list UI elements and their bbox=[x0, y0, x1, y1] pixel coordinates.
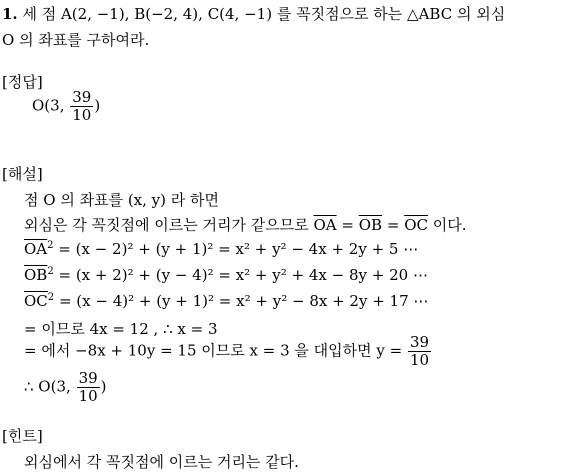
equals-sign: = bbox=[386, 216, 400, 234]
answer-prefix: O(3, bbox=[32, 96, 65, 115]
solution-line2-text: 외심은 각 꼭짓점에 이르는 거리가 같으므로 bbox=[24, 216, 309, 234]
y-frac-num: 39 bbox=[409, 333, 430, 351]
solution-line-1: 점 O 의 좌표를 (x, y) 라 하면 bbox=[24, 191, 220, 209]
problem-line-2: O 의 좌표를 구하여라. bbox=[2, 31, 150, 49]
equation-ob: = (x + 2)² + (y − 4)² = x² + y² + 4x − 8y + 20 ⋯ bbox=[58, 266, 428, 284]
segment-oc: $\overline{OC}$ bbox=[404, 216, 428, 234]
solution-line-2 bbox=[24, 214, 467, 235]
equation-oc: = (x − 4)² + (y + 1)² = x² + y² − 8x + 2y + 17 ⋯ bbox=[58, 292, 429, 310]
segment-oc: $\overline{OC}$ bbox=[24, 292, 48, 310]
solution-line-4 bbox=[24, 266, 428, 284]
problem-number: 1. bbox=[2, 5, 18, 23]
answer-suffix: ) bbox=[94, 96, 101, 115]
segment-oa: $\overline{OA}$ bbox=[24, 240, 48, 258]
solution-line7-text: = 에서 −8x + 10y = 15 이므로 x = 3 을 대입하면 y = bbox=[24, 341, 403, 360]
answer-frac-num: 39 bbox=[72, 88, 92, 106]
solution-line-5 bbox=[24, 292, 428, 310]
result-fraction bbox=[77, 370, 100, 405]
result-close-paren: ) bbox=[100, 377, 107, 396]
solution-line-7 bbox=[24, 334, 432, 369]
y-frac-den: 10 bbox=[409, 351, 430, 369]
square-exponent: 2 bbox=[47, 240, 54, 251]
square-exponent: 2 bbox=[47, 266, 54, 277]
solution-heading: [해설] bbox=[2, 165, 43, 183]
segment-ob: $\overline{OB}$ bbox=[358, 216, 383, 234]
hint-heading: [힌트] bbox=[2, 427, 43, 445]
therefore-text: ∴ O(3, bbox=[24, 377, 71, 396]
problem-line-1 bbox=[2, 3, 505, 24]
y-fraction bbox=[408, 334, 431, 369]
answer-frac-den: 10 bbox=[72, 106, 92, 124]
result-frac-num: 39 bbox=[78, 369, 98, 387]
solution-line2-end: 이다. bbox=[432, 216, 467, 234]
solution-line-8 bbox=[24, 370, 107, 405]
solution-line-3 bbox=[24, 240, 418, 258]
answer-heading: [정답] bbox=[2, 73, 43, 91]
answer-value bbox=[32, 89, 100, 124]
problem-text: 세 점 A(2, −1), B(−2, 4), C(4, −1) 를 꼭짓점으로 하는 △ABC 의 외심 bbox=[22, 5, 506, 23]
segment-oa: $\overline{OA}$ bbox=[313, 216, 337, 234]
hint-text: 외심에서 각 꼭짓점에 이르는 거리는 같다. bbox=[24, 453, 299, 471]
answer-fraction bbox=[70, 89, 93, 124]
square-exponent: 2 bbox=[47, 292, 55, 303]
equation-oa: = (x − 2)² + (y + 1)² = x² + y² − 4x + 2y + 5 ⋯ bbox=[58, 240, 419, 258]
result-frac-den: 10 bbox=[78, 387, 98, 405]
segment-ob: $\overline{OB}$ bbox=[24, 266, 48, 284]
solution-line-6: = 이므로 4x = 12 , ∴ x = 3 bbox=[24, 320, 218, 338]
equals-sign: = bbox=[341, 216, 354, 234]
